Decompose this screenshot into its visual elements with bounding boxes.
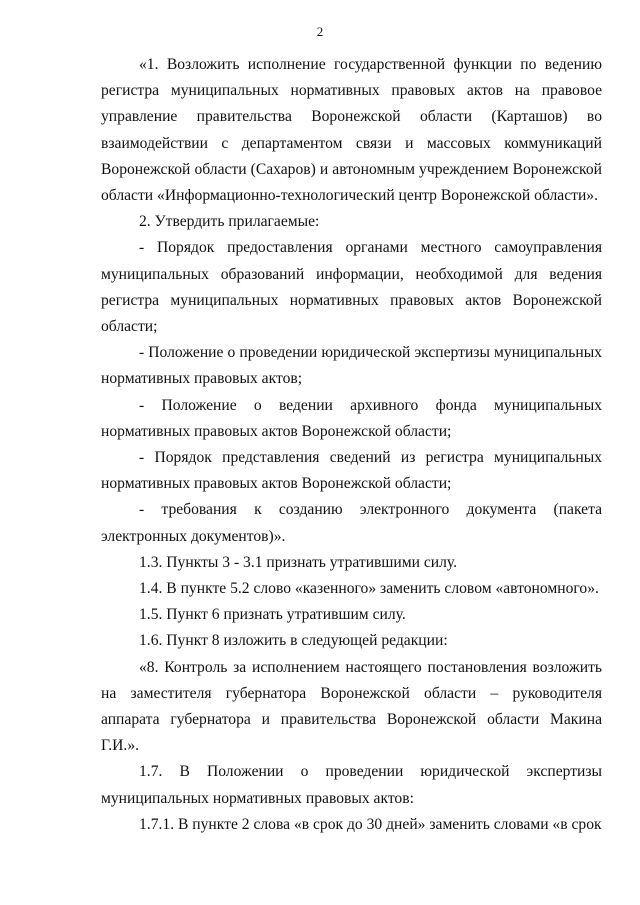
paragraph-list-legal-expertise: - Положение о проведении юридической экспертизы муниципальных нормативных правовых актов; — [101, 344, 602, 388]
page-number: 2 — [316, 24, 324, 39]
paragraph-1-4: 1.4. В пункте 5.2 слово «казенного» заменить словом «автономного». — [139, 580, 599, 598]
paragraph-1-6: 1.6. Пункт 8 изложить в следующей редакции: — [139, 632, 448, 650]
paragraph-item-2-approve: 2. Утвердить прилагаемые: — [139, 213, 320, 231]
paragraph-list-archive-fund: - Положение о ведении архивного фонда муниципальных нормативных правовых актов Воронежской области; — [101, 396, 602, 440]
paragraph-1-7: 1.7. В Положении о проведении юридической экспертизы муниципальных нормативных правовых актов: — [101, 763, 602, 807]
paragraph-item-8-control: «8. Контроль за исполнением настоящего постановления возложить на заместителя губернатора Воронежской области – руководителя аппарата губернатора и правительства Воронежской области Макина Г.И.». — [101, 658, 602, 755]
paragraph-1-7-1: 1.7.1. В пункте 2 слова «в срок до 30 дней» заменить словами «в срок — [139, 815, 602, 833]
paragraph-1-5: 1.5. Пункт 6 признать утратившим силу. — [139, 606, 406, 624]
paragraph-list-register-information: - Порядок представления сведений из регистра муниципальных нормативных правовых актов Воронежской области; — [101, 449, 602, 493]
paragraph-item-1-assignment: «1. Возложить исполнение государственной функции по ведению регистра муниципальных нормативных правовых актов на правовое управление правительства Воронежской области (Карташов) во взаимодействии с департаментом связи и массовых коммуникаций Воронежской области (Сахаров) и автономным учреждением Воронежской области «Информационно-технологический центр Воронежской области». — [101, 56, 602, 205]
document-body — [101, 52, 602, 838]
paragraph-list-electronic-document: - требования к созданию электронного документа (пакета электронных документов)». — [101, 501, 602, 545]
paragraph-list-procedure-information: - Порядок предоставления органами местного самоуправления муниципальных образований информации, необходимой для ведения регистра муниципальных нормативных правовых актов Воронежской области; — [101, 239, 602, 336]
paragraph-1-3: 1.3. Пункты 3 - 3.1 признать утратившими силу. — [139, 553, 458, 571]
